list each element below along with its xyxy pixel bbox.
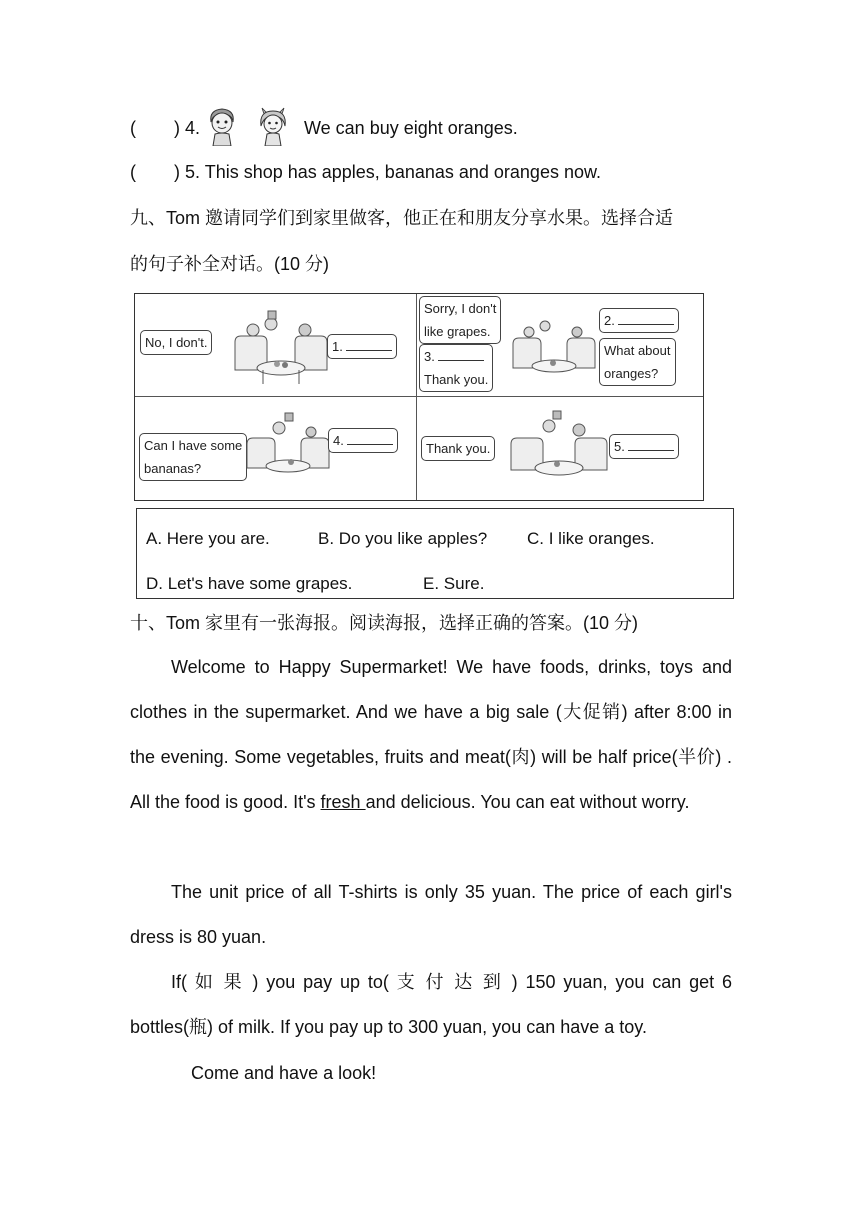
speech-bubble-right: 1. (327, 334, 397, 359)
speech-bubble-left: No, I don't. (140, 330, 212, 355)
living-room-scene-illustration (511, 314, 597, 386)
speech-bubble-right: 4. (328, 428, 398, 453)
question-4-text: We can buy eight oranges. (304, 118, 518, 138)
speech-bubble-right: 5. (609, 434, 679, 459)
answer-blank[interactable] (347, 432, 393, 445)
option-d: D. Let's have some grapes. (146, 574, 353, 593)
answer-blank[interactable] (346, 338, 392, 351)
option-a: A. Here you are. (146, 529, 270, 548)
poster-paragraph-2: The unit price of all T-shirts is only 35 yuan. The price of each girl's dress is 80 yuan. (130, 882, 732, 947)
answer-blank[interactable] (438, 348, 484, 361)
question-5 (130, 160, 601, 184)
speech-bubble-left-top: Sorry, I don't like grapes. (419, 296, 501, 344)
girl-illustration (256, 106, 290, 146)
answer-blank[interactable] (618, 312, 674, 325)
answer-paren-open: ( (130, 162, 136, 182)
speech-bubble-left-bottom: 3. Thank you. (419, 344, 493, 392)
question-4 (130, 116, 200, 140)
speech-bubble-right-bottom: What about oranges? (599, 338, 676, 386)
dialogue-panel-4 (417, 398, 699, 500)
living-room-scene-illustration (509, 410, 609, 490)
answer-paren-close: ) (174, 162, 180, 182)
question-number: 4. (185, 118, 201, 138)
dialogue-panel-3 (135, 398, 417, 500)
boy-illustration (205, 106, 239, 146)
answer-paren-open: ( (130, 118, 136, 138)
option-e: E. Sure. (423, 574, 485, 593)
answer-blank[interactable] (628, 438, 674, 451)
poster-paragraph-4: Come and have a look! (191, 1063, 377, 1083)
poster-paragraph-3: If( 如 果 ) you pay up to( 支 付 达 到 ) 150 yuan, you can get 6 bottles(瓶) of milk. If you pay up to 300 yuan, you can have a toy. (130, 972, 732, 1037)
dialogue-panel-1 (135, 294, 417, 396)
dialogue-panel-2 (417, 294, 699, 396)
question-text: 5. This shop has apples, bananas and oranges now. (185, 162, 601, 182)
section-10-heading: 十、Tom 家里有一张海报。阅读海报，选择正确的答案。(10 分) (130, 613, 639, 633)
speech-bubble-left: Can I have some bananas? (139, 433, 247, 481)
answer-options-box (136, 508, 734, 599)
section-9-heading-line1: 九、Tom 邀请同学们到家里做客，他正在和朋友分享水果。选择合适 (130, 208, 674, 228)
poster-paragraph-1: Welcome to Happy Supermarket! We have foods, drinks, toys and clothes in the supermarket. And we have a big sale (大促销) after 8:00 in the evening. Some vegetables, fruits and meat(肉) will be half price(半价) . All the food is good. It's fresh and delicious. You can eat without worry. (130, 657, 732, 812)
section-9-heading-line2: 的句子补全对话。(10 分) (130, 254, 330, 274)
living-room-scene-illustration (233, 310, 329, 390)
living-room-scene-illustration (245, 412, 331, 486)
option-c: C. I like oranges. (527, 529, 655, 548)
answer-paren-close: ) (174, 118, 180, 138)
speech-bubble-right-top: 2. (599, 308, 679, 333)
speech-bubble-left: Thank you. (421, 436, 495, 461)
option-b: B. Do you like apples? (318, 529, 488, 548)
dialogue-picture-grid (134, 293, 704, 501)
underlined-word: fresh (320, 792, 366, 812)
